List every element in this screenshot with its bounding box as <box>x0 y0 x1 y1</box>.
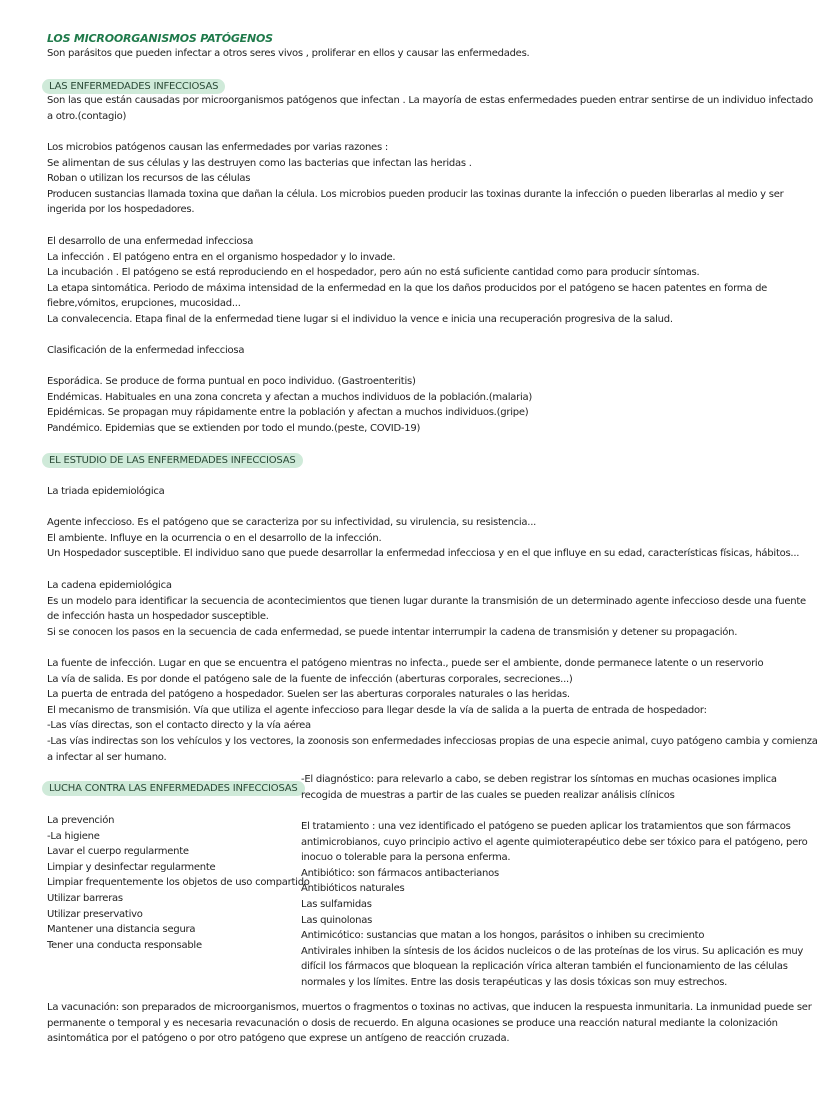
text-line: La infección . El patógeno entra en el organismo hospedador y lo invade. <box>47 251 396 263</box>
text-line: Pandémico. Epidemias que se extienden por todo el mundo.(peste, COVID-19) <box>47 422 421 434</box>
text-line: Roban o utilizan los recursos de las células <box>47 173 251 185</box>
text-line: recogida de muestras a partir de las cuales se pueden realizar análisis clínicos <box>301 789 675 801</box>
text-line: Son las que están causadas por microorganismos patógenos que infectan . La mayoría de estas enfermedades pueden entrar sentirse de un individuo infectado <box>47 95 814 106</box>
text-line: de infección hasta un hospedador susceptible. <box>47 611 269 623</box>
desarrollo-block <box>47 234 767 328</box>
text-line: El mecanismo de transmisión. Vía que utiliza el agente infeccioso para llegar desde la vía de salida a la puerta de entrada de hospedador: <box>47 704 707 716</box>
text-line: permanente o temporal y es necesaria revacunación o dosis de recuerdo. En alguna ocasiones se produce una reacción natural mediante la colonización <box>47 1017 778 1029</box>
text-line: Antibiótico: son fármacos antibacterianos <box>301 867 499 879</box>
list-item: Limpiar frequentemente los objetos de uso compartido <box>47 877 310 889</box>
cadena-block <box>47 578 806 640</box>
text-line: asintomática por el patógeno o por otro patógeno que exprese un antígeno de reacción cruzada. <box>47 1033 510 1045</box>
intro-line: Son parásitos que pueden infectar a otros seres vivos , proliferar en ellos y causar las enfermedades. <box>47 48 530 59</box>
text-line: normales y los límites. Entre las dosis terapéuticas y las dosis tóxicas son muy estrechos. <box>301 976 728 988</box>
text-line: La convalecencia. Etapa final de la enfermedad tiene lugar si el individuo la vence e inicia una recuperación progresiva de la salud. <box>47 313 673 325</box>
list-item: La prevención <box>47 815 115 826</box>
text-line: El desarrollo de una enfermedad infecciosa <box>47 236 254 247</box>
text-line: -Las vías indirectas son los vehículos y los vectores, la zoonosis son enfermedades infecciosas propias de una especie animal, cuyo patógeno cambia y comienza <box>47 735 818 747</box>
prevencion-block <box>47 813 310 953</box>
section-heading-estudio: EL ESTUDIO DE LAS ENFERMEDADES INFECCIOSAS <box>42 453 303 468</box>
text-line: La vacunación: son preparados de microorganismos, muertos o fragmentos o toxinas no activas, que inducen la respuesta inmunitaria. La inmunidad puede ser <box>47 1002 812 1013</box>
text-line: Epidémicas. Se propagan muy rápidamente entre la población y afectan a muchos individuos.(gripe) <box>47 407 529 419</box>
text-line: Antimicótico: sustancias que matan a los hongos, parásitos o inhiben su crecimiento <box>301 930 705 942</box>
text-line: Si se conocen los pasos en la secuencia de cada enfermedad, se puede intentar interrumpir la cadena de transmisión y detener su propagación. <box>47 626 738 638</box>
enfermedades-block <box>47 93 813 124</box>
text-line: Un Hospedador susceptible. El individuo sano que puede desarrollar la enfermedad infecciosa y en el que influye en su edad, características físicas, hábitos... <box>47 548 800 560</box>
triada-title-block <box>47 484 165 500</box>
text-line: inocuo o tolerable para la persona enferma. <box>301 852 511 864</box>
text-line: El ambiente. Influye en la ocurrencia o en el desarrollo de la infección. <box>47 532 382 544</box>
text-line: a otro.(contagio) <box>47 110 127 122</box>
text-line: ingerida por los hospedadores. <box>47 204 195 216</box>
causes-block <box>47 140 784 218</box>
clasificacion-block <box>47 374 532 436</box>
text-line: Es un modelo para identificar la secuencia de acontecimientos que tienen lugar durante la transmisión de un determinado agente infeccioso desde una fuente <box>47 595 806 607</box>
text-line: El tratamiento : una vez identificado el patógeno se pueden aplicar los tratamientos que son fármacos <box>301 821 791 832</box>
text-line: Se alimentan de sus células y las destruyen como las bacterias que infectan las heridas . <box>47 157 472 169</box>
text-line: La incubación . El patógeno se está reproduciendo en el hospedador, pero aún no está suficiente cantidad como para producir síntomas. <box>47 267 700 279</box>
text-line: Antibióticos naturales <box>301 883 405 895</box>
text-line: Los microbios patógenos causan las enfermedades por varias razones : <box>47 142 388 153</box>
text-line: La etapa sintomática. Periodo de máxima intensidad de la enfermedad en la que los daños producidos por el patógeno se hacen patentes en forma de <box>47 282 768 294</box>
triada-block <box>47 515 799 562</box>
list-item: Utilizar barreras <box>47 892 123 904</box>
clasificacion-title-block <box>47 343 244 359</box>
text-line: La fuente de infección. Lugar en que se encuentra el patógeno mientras no infecta., puede ser el ambiente, donde permanece latente o un reservorio <box>47 658 764 669</box>
text-line: Endémicas. Habituales en una zona concreta y afectan a muchos individuos de la población.(malaria) <box>47 391 533 403</box>
subheading: Clasificación de la enfermedad infecciosa <box>47 345 245 356</box>
text-line: La vía de salida. Es por donde el patógeno sale de la fuente de infección (aberturas corporales, secreciones...) <box>47 673 573 685</box>
fuente-block <box>47 656 818 765</box>
text-line: fiebre,vómitos, erupciones, mucosidad... <box>47 298 241 310</box>
list-item: Limpiar y desinfectar regularmente <box>47 861 216 873</box>
subheading: La triada epidemiológica <box>47 486 165 497</box>
tratamiento-block <box>301 819 808 991</box>
text-line: -Las vías directas, son el contacto directo y la vía aérea <box>47 720 311 732</box>
text-line: Esporádica. Se produce de forma puntual en poco individuo. (Gastroenteritis) <box>47 376 416 387</box>
section-heading-lucha: LUCHA CONTRA LAS ENFERMEDADES INFECCIOSAS <box>42 781 305 796</box>
text-line: a infectar al ser humano. <box>47 751 167 763</box>
list-item: Tener una conducta responsable <box>47 939 202 951</box>
page-title: LOS MICROORGANISMOS PATÓGENOS <box>47 32 273 45</box>
list-item: Mantener una distancia segura <box>47 924 196 936</box>
text-line: Antivirales inhiben la síntesis de los ácidos nucleicos o de las proteínas de los virus. Su aplicación es muy <box>301 945 804 957</box>
vacunacion-block <box>47 1000 812 1047</box>
text-line: Las quinolonas <box>301 914 373 926</box>
section-heading-enfermedades: LAS ENFERMEDADES INFECCIOSAS <box>42 79 225 94</box>
intro-text <box>47 46 529 62</box>
text-line: Producen sustancias llamada toxina que dañan la célula. Los microbios pueden producir las toxinas durante la infección o pueden liberarlas al medio y ser <box>47 188 784 200</box>
list-item: Utilizar preservativo <box>47 908 143 920</box>
text-line: antimicrobianos, cuyo principio activo el agente quimioterapéutico debe ser tóxico para el patógeno, pero <box>301 836 808 848</box>
diagnostico-block <box>301 772 777 803</box>
text-line: Las sulfamidas <box>301 898 372 910</box>
text-line: La cadena epidemiológica <box>47 580 172 591</box>
list-item: Lavar el cuerpo regularmente <box>47 846 189 858</box>
text-line: La puerta de entrada del patógeno a hospedador. Suelen ser las aberturas corporales naturales o las heridas. <box>47 689 570 701</box>
list-item: -La higiene <box>47 830 100 842</box>
text-line: -El diagnóstico: para relevarlo a cabo, se deben registrar los síntomas en muchas ocasiones implica <box>301 774 777 785</box>
text-line: difícil los fármacos que bloquean la replicación vírica alteran también el funcionamiento de las células <box>301 961 788 973</box>
text-line: Agente infeccioso. Es el patógeno que se caracteriza por su infectividad, su virulencia, su resistencia... <box>47 517 537 528</box>
